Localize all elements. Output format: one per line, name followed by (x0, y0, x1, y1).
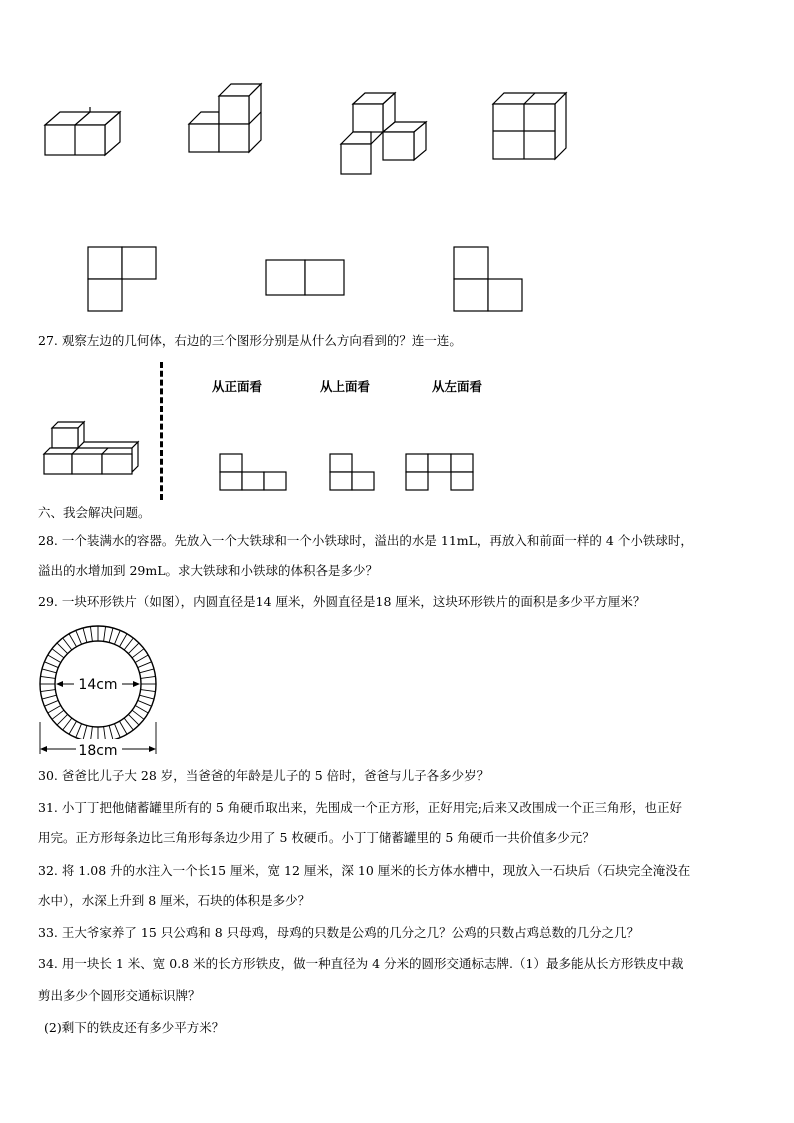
question-number: 34. (38, 956, 58, 971)
question-text: 一块环形铁片（如图），内圆直径是14 厘米，外圆直径是18 厘米，这块环形铁片的面积是多少平方厘米？ (61, 594, 646, 609)
question-27 (38, 333, 462, 349)
question-28-line1 (38, 533, 693, 549)
view-figure-1 (86, 245, 158, 313)
question-34-line2: 剪出多少个圆形交通标识牌？ (38, 988, 201, 1003)
question-33 (38, 925, 639, 941)
dashed-divider (160, 362, 163, 500)
q27-view-b (329, 453, 377, 493)
question-text: 爸爸比儿子大 28 岁，当爸爸的年龄是儿子的 5 倍时，爸爸与儿子各多少岁？ (61, 768, 490, 783)
solid-figure-2 (186, 80, 266, 156)
question-34-line1 (38, 956, 683, 972)
question-32-line1 (38, 863, 690, 879)
question-text: 观察左边的几何体，右边的三个图形分别是从什么方向看到的？连一连。 (61, 333, 462, 348)
question-32-line2: 水中），水深上升到 8 厘米，石块的体积是多少？ (38, 893, 311, 908)
inner-diameter-label: 14cm (78, 677, 118, 693)
q27-view-c (405, 453, 477, 493)
view-figure-3 (452, 245, 526, 313)
question-number: 28. (38, 533, 58, 548)
question-text: 王大爷家养了 15 只公鸡和 8 只母鸡，母鸡的只数是公鸡的几分之几？公鸡的只数占鸡总数的几分之几？ (61, 925, 640, 940)
question-text: 将 1.08 升的水注入一个长15 厘米，宽 12 厘米，深 10 厘米的长方体水槽中，现放入一石块后（石块完全淹没在 (61, 863, 691, 878)
question-31-line1 (38, 800, 682, 816)
ring-figure (36, 626, 166, 760)
question-number: 31. (38, 800, 58, 815)
question-28-line2: 溢出的水增加到 29mL。求大铁球和小铁球的体积各是多少？ (38, 563, 379, 578)
question-text: 用一块长 1 米、宽 0.8 米的长方形铁皮，做一种直径为 4 分米的圆形交通标志牌.（1）最多能从长方形铁皮中裁 (61, 956, 684, 971)
solid-figure-4 (490, 88, 570, 162)
question-number: 29. (38, 594, 58, 609)
solid-figure-3 (338, 90, 430, 178)
view-label-front: 从正面看 (212, 379, 263, 394)
view-label-top: 从上面看 (320, 379, 371, 394)
question-number: 33. (38, 925, 58, 940)
section-title: 六、我会解决问题。 (38, 505, 151, 520)
question-31-line2: 用完。正方形每条边比三角形每条边少用了 5 枚硬币。小丁丁储蓄罐里的 5 角硬币一共价值多少元？ (38, 830, 595, 845)
outer-diameter-label: 18cm (78, 743, 118, 759)
question-29 (38, 594, 645, 610)
question-30 (38, 768, 489, 784)
view-figure-2 (264, 258, 346, 298)
q27-view-a (219, 453, 289, 493)
question-34-line3: (2)剩下的铁皮还有多少平方米？ (44, 1020, 225, 1035)
question-number: 32. (38, 863, 58, 878)
question-number: 30. (38, 768, 58, 783)
solid-figure-1 (40, 102, 130, 157)
question-number: 27. (38, 333, 58, 348)
view-label-left: 从左面看 (432, 379, 483, 394)
question-text: 小丁丁把他储蓄罐里所有的 5 角硬币取出来，先围成一个正方形，正好用完;后来又改围成一个正三角形，也正好 (61, 800, 683, 815)
question-text: 一个装满水的容器。先放入一个大铁球和一个小铁球时，溢出的水是 11mL，再放入和前面一样的 4 个小铁球时， (61, 533, 693, 548)
q27-solid-figure (40, 418, 144, 478)
